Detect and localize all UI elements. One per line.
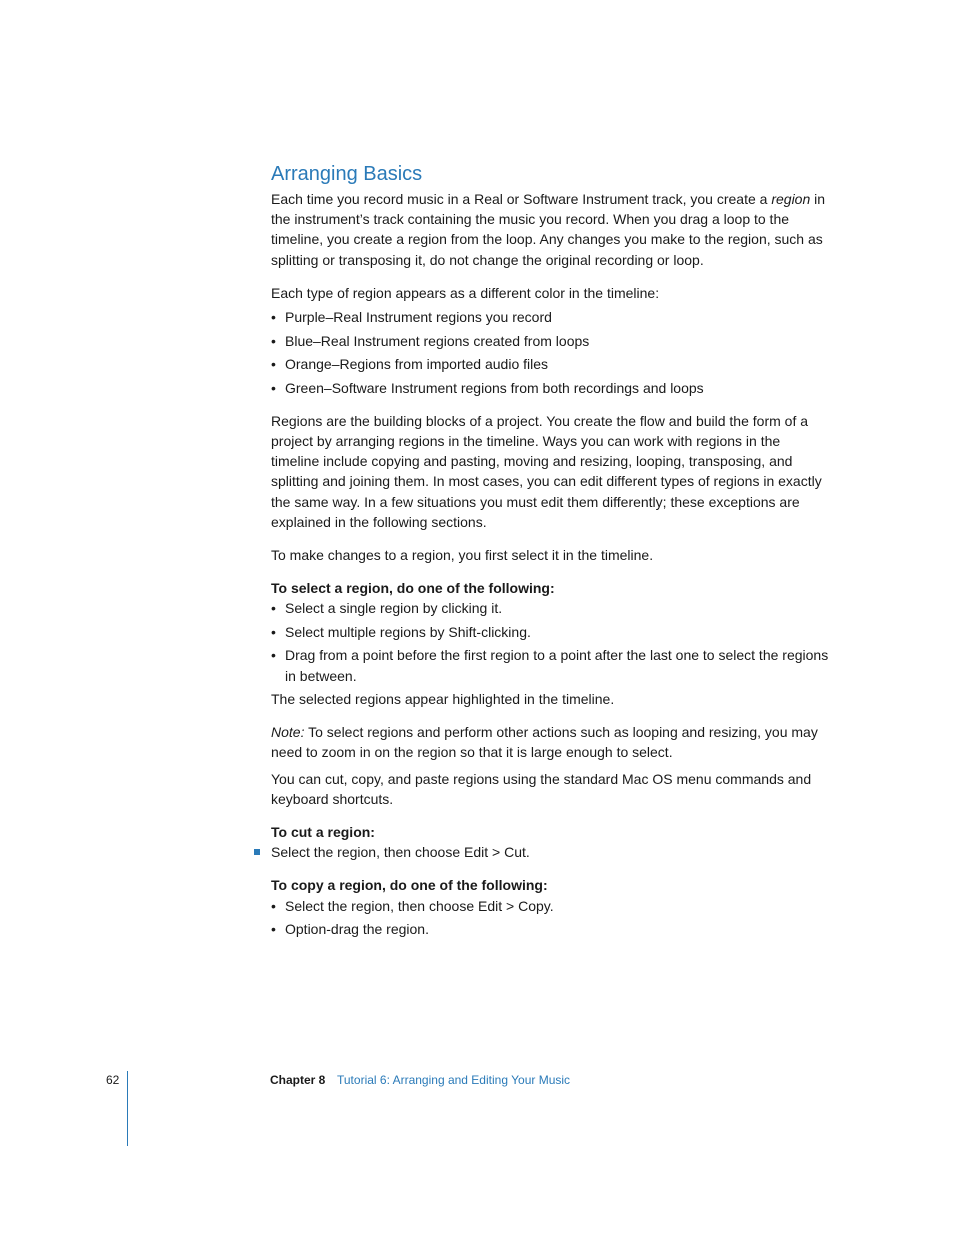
cut-heading: To cut a region: — [271, 824, 375, 841]
cut-step-text: Select the region, then choose Edit > Cut. — [271, 844, 530, 861]
list-item: • Option-drag the region. — [271, 919, 831, 939]
list-item: • Purple–Real Instrument regions you record — [271, 307, 831, 327]
list-item: • Select multiple regions by Shift-clicking. — [271, 622, 831, 642]
copy-heading: To copy a region, do one of the following: — [271, 877, 548, 894]
intro-text-1: Each time you record music in a Real or Software Instrument track, you create a — [271, 191, 772, 207]
intro-italic-term: region — [771, 191, 811, 207]
note-paragraph — [271, 722, 831, 762]
copy-list — [271, 896, 831, 940]
page-content — [271, 160, 831, 943]
cut-copy-paragraph: You can cut, copy, and paste regions using the standard Mac OS menu commands and keyboard shortcuts. — [271, 770, 812, 807]
list-item: • Select a single region by clicking it. — [271, 598, 831, 618]
colors-intro: Each type of region appears as a different color in the timeline: — [271, 284, 660, 301]
list-item: • Drag from a point before the first region to a point after the last one to select the regions in between. — [271, 645, 831, 685]
chapter-label: Chapter 8 — [270, 1073, 326, 1087]
selected-paragraph: The selected regions appear highlighted in the timeline. — [271, 691, 615, 708]
select-list — [271, 598, 831, 685]
cut-step — [271, 842, 831, 862]
intro-text-2: in the instrument’s track containing the music you record. When you drag a loop to the timeline, you create a region from the loop. Any changes you make to the region, such as splitting or transposing it, do not change the original recording or loop. — [271, 191, 826, 268]
intro-paragraph — [271, 189, 831, 270]
section-heading: Arranging Basics — [271, 163, 423, 185]
list-item: • Orange–Regions from imported audio files — [271, 354, 831, 374]
square-bullet-icon — [254, 849, 260, 855]
select-heading: To select a region, do one of the following: — [271, 580, 555, 597]
note-text: To select regions and perform other actions such as looping and resizing, you may need to zoom in on the region so that it is large enough to select. — [271, 724, 818, 761]
region-colors-list — [271, 307, 831, 398]
footer-divider — [127, 1071, 128, 1146]
list-item: • Green–Software Instrument regions from both recordings and loops — [271, 378, 831, 398]
chapter-title-link[interactable]: Tutorial 6: Arranging and Editing Your Music — [337, 1073, 571, 1087]
note-label: Note: — [271, 724, 305, 741]
list-item: • Blue–Real Instrument regions created from loops — [271, 331, 831, 351]
changes-paragraph: To make changes to a region, you first select it in the timeline. — [271, 546, 654, 563]
regions-paragraph: Regions are the building blocks of a project. You create the flow and build the form of a project by arranging regions in the timeline. Ways you can work with regions in the timeline include copying and pasting, moving and resizing, looping, transposing, and splitting and joining them. In most cases, you can edit different types of regions in exactly the same way. In a few situations you must edit them differently; these exceptions are explained in the following sections. — [271, 412, 822, 530]
list-item: • Select the region, then choose Edit > Copy. — [271, 896, 831, 916]
page-number: 62 — [106, 1073, 120, 1087]
